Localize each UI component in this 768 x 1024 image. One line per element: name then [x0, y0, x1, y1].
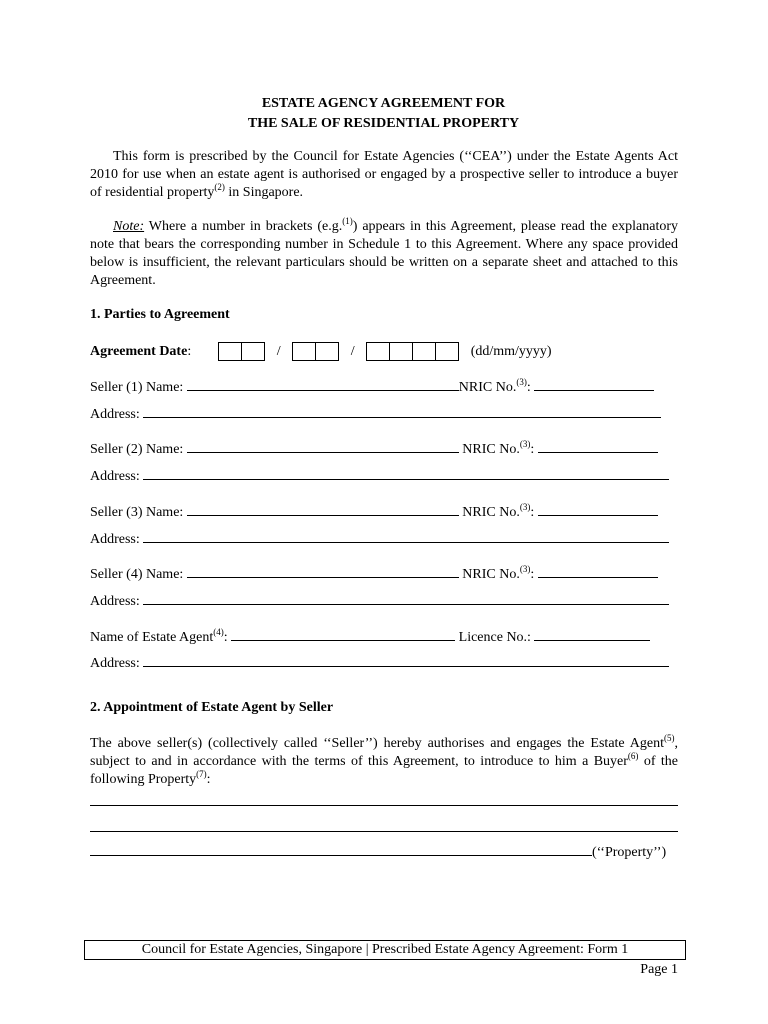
footnote-ref: (3)	[519, 502, 531, 512]
nric-label: NRIC No.	[458, 567, 520, 582]
agreement-date-label: Agreement Date	[90, 344, 188, 359]
address-label: Address:	[90, 469, 144, 484]
property-line-1[interactable]	[90, 805, 678, 806]
section-2-heading: 2. Appointment of Estate Agent by Seller	[90, 700, 334, 715]
address-label: Address:	[90, 532, 144, 547]
address-label: Address:	[90, 407, 144, 422]
nric-label: NRIC No.	[458, 380, 517, 395]
seller-1-address-row	[90, 405, 661, 423]
month-field[interactable]	[292, 342, 339, 361]
seller-4-nric-field[interactable]	[538, 565, 658, 578]
document-title	[90, 94, 677, 134]
footnote-ref: (4)	[213, 627, 224, 637]
agreement-date-row	[90, 342, 552, 362]
colon: :	[530, 442, 538, 457]
date-separator: /	[276, 344, 281, 359]
seller-1-address-field[interactable]	[143, 405, 661, 418]
agent-address-field[interactable]	[143, 654, 669, 667]
seller-2-address-field[interactable]	[143, 467, 669, 480]
footnote-ref: (3)	[516, 377, 527, 387]
seller-4-address-field[interactable]	[143, 592, 669, 605]
seller-3-row	[90, 503, 658, 521]
colon: :	[223, 630, 232, 645]
footnote-ref: (2)	[214, 182, 225, 192]
note-text: Where a number in brackets (e.g.	[144, 219, 343, 234]
colon: :	[530, 567, 538, 582]
licence-label: Licence No.:	[455, 630, 535, 645]
footnote-ref: (3)	[519, 564, 531, 574]
footnote-ref: (5)	[664, 733, 675, 743]
nric-label: NRIC No.	[458, 505, 520, 520]
seller-2-name-field[interactable]	[187, 440, 459, 453]
note-paragraph	[90, 218, 678, 290]
seller-name-label: Seller (3) Name:	[90, 505, 187, 520]
seller-3-address-row	[90, 530, 669, 548]
seller-2-row	[90, 440, 658, 458]
footnote-ref: (7)	[196, 769, 207, 779]
footnote-ref: (6)	[627, 751, 639, 761]
appointment-text: of the following Property	[90, 754, 679, 787]
address-label: Address:	[90, 656, 144, 671]
seller-3-nric-field[interactable]	[538, 503, 658, 516]
agent-address-row	[90, 654, 669, 672]
title-line-1: ESTATE AGENCY AGREEMENT FOR	[261, 96, 506, 111]
colon: :	[187, 344, 192, 359]
address-label: Address:	[90, 594, 144, 609]
seller-2-nric-field[interactable]	[538, 440, 658, 453]
intro-paragraph	[90, 148, 678, 202]
day-field[interactable]	[218, 342, 265, 361]
colon: :	[526, 380, 535, 395]
agent-name-field[interactable]	[231, 628, 455, 641]
seller-1-row	[90, 378, 654, 396]
seller-4-row	[90, 565, 658, 583]
note-label: Note:	[113, 219, 145, 234]
title-line-2: THE SALE OF RESIDENTIAL PROPERTY	[247, 116, 520, 131]
nric-label: NRIC No.	[458, 442, 520, 457]
property-line-3[interactable]	[90, 843, 592, 856]
property-line-2[interactable]	[90, 831, 678, 832]
seller-4-address-row	[90, 592, 669, 610]
property-line-3-row	[90, 843, 666, 861]
footer-box: Council for Estate Agencies, Singapore | Prescribed Estate Agency Agreement: Form 1	[84, 940, 686, 960]
date-separator: /	[350, 344, 355, 359]
section-1-heading: 1. Parties to Agreement	[90, 307, 230, 322]
estate-agent-row	[90, 628, 650, 646]
intro-text-end: in Singapore.	[224, 185, 304, 200]
year-field[interactable]	[366, 342, 459, 361]
licence-no-field[interactable]	[534, 628, 650, 641]
property-label: (‘‘Property’’)	[592, 845, 667, 860]
seller-name-label: Seller (4) Name:	[90, 567, 187, 582]
date-format-hint: (dd/mm/yyyy)	[470, 344, 552, 359]
appointment-text: The above seller(s) (collectively called ‘‘Seller’’) hereby authorises and engages the Estate Agent	[90, 736, 664, 751]
seller-4-name-field[interactable]	[187, 565, 459, 578]
seller-3-address-field[interactable]	[143, 530, 669, 543]
page-number: Page 1	[640, 962, 678, 977]
appointment-text: :	[206, 772, 211, 787]
seller-name-label: Seller (1) Name:	[90, 380, 187, 395]
seller-1-name-field[interactable]	[187, 378, 459, 391]
note-text-end: ) appears in this Agreement, please read the explanatory note that bears the corresponding number in Schedule 1 to this Agreement. Where any space provided below is insufficient, the relevant particulars should be written on a separate sheet and attached to this Agreement.	[90, 219, 678, 288]
intro-text: This form is prescribed by the Council for Estate Agencies (‘‘CEA’’) under the Estate Agents Act 2010 for use when an estate agent is authorised or engaged by a prospective seller to introduce a buyer of residential property	[90, 149, 678, 200]
colon: :	[530, 505, 538, 520]
agent-name-label: Name of Estate Agent	[90, 630, 214, 645]
seller-2-address-row	[90, 467, 669, 485]
seller-3-name-field[interactable]	[187, 503, 459, 516]
seller-name-label: Seller (2) Name:	[90, 442, 187, 457]
footnote-ref: (1)	[342, 216, 353, 226]
appointment-text: , subject to and in accordance with the terms of this Agreement, to introduce to him a Buyer	[90, 736, 678, 769]
footnote-ref: (3)	[519, 439, 531, 449]
seller-1-nric-field[interactable]	[534, 378, 654, 391]
appointment-paragraph	[90, 735, 678, 789]
